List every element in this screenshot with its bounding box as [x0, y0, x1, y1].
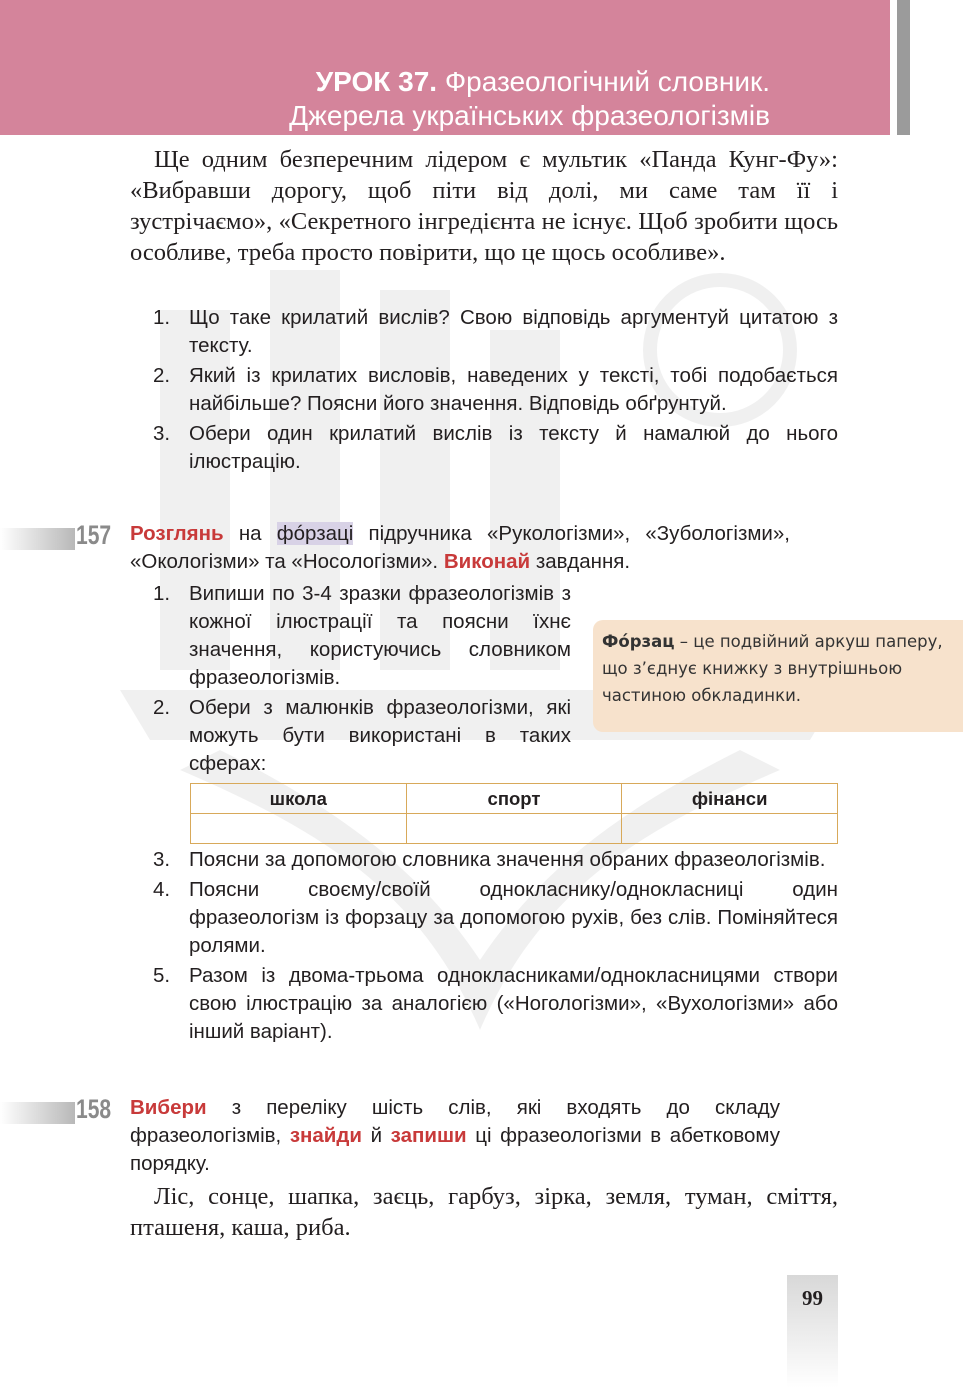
exercise-number: 157	[76, 520, 112, 550]
exercise-marker-bar	[0, 528, 75, 550]
list-item: 1. Випиши по 3-4 зразки фразеологізмів з кожної ілюстрації та поясни їхнє значення, користуючись словником фразеологізмів.	[153, 582, 571, 689]
questions-list	[153, 304, 838, 478]
exercise-157-tasks-b	[153, 846, 838, 1048]
exercise-number: 158	[76, 1094, 112, 1124]
table-header-cell: спорт	[406, 784, 622, 814]
lesson-title: УРОК 37. Фразеологічний словник.	[315, 66, 770, 97]
table-cell	[622, 814, 838, 844]
list-item: 5. Разом із двома-трьома однокласниками/однокласницями створи свою ілюстрацію за аналогією («Ногологізми», «Вухологізми» або інший варіант).	[153, 964, 838, 1043]
table-header-cell: фінанси	[622, 784, 838, 814]
lesson-header	[0, 0, 890, 135]
table-cell	[191, 814, 407, 844]
list-item: 2. Який із крилатих висловів, наведених у тексті, тобі подобається найбільше? Поясни його значення. Відповідь обґрунтуй.	[153, 364, 838, 415]
list-item: 3. Поясни за допомогою словника значення обраних фразеологізмів.	[153, 848, 826, 871]
exercise-157-instruction: Розглянь на фóрзаці підручника «Рукологізми», «Зубологізми», «Окологізми» та «Носологізми». Виконай завдання.	[130, 522, 790, 573]
word-list: Ліс, сонце, шапка, заєць, гарбуз, зірка, земля, туман, сміття, пташеня, каша, риба.	[130, 1183, 838, 1241]
list-item: 1. Що таке крилатий вислів? Свою відповідь аргументуй цитатою з тексту.	[153, 306, 838, 357]
table-cell	[406, 814, 622, 844]
exercise-158-instruction: Вибери з переліку шість слів, які входять до складу фразеологізмів, знайди й запиши ці фразеологізми в абетковому порядку.	[130, 1096, 780, 1175]
header-side-bar	[897, 0, 910, 135]
list-item: 3. Обери один крилатий вислів із тексту й намалюй до нього ілюстрацію.	[153, 422, 838, 473]
intro-paragraph: Ще одним безперечним лідером є мультик «Панда Кунг-Фу»: «Вибравши дорогу, щоб піти від долі, ми саме там її і зустрічаємо», «Секретного інгредієнта не існує. Щоб зробити щось особливе, треба просто повірити, що це щось особливе».	[130, 146, 838, 266]
page-number: 99	[802, 1286, 823, 1310]
table-header-cell: школа	[191, 784, 407, 814]
exercise-157-tasks-a	[153, 580, 571, 780]
list-item: 4. Поясни своєму/своїй однокласнику/однокласниці один фразеологізм із форзацу за допомогою рухів, без слів. Поміняйтеся ролями.	[153, 878, 838, 957]
exercise-marker-bar	[0, 1102, 75, 1124]
lesson-subtitle: Джерела українських фразеологізмів	[289, 100, 770, 131]
spheres-table	[190, 783, 838, 844]
list-item: 2. Обери з малюнків фразеологізми, які можуть бути використані в таких сферах:	[153, 696, 571, 775]
definition-note: Фóрзац – це подвійний аркуш паперу, що з’єднує книжку з внутрішньою частиною обкладинки.	[593, 620, 963, 732]
